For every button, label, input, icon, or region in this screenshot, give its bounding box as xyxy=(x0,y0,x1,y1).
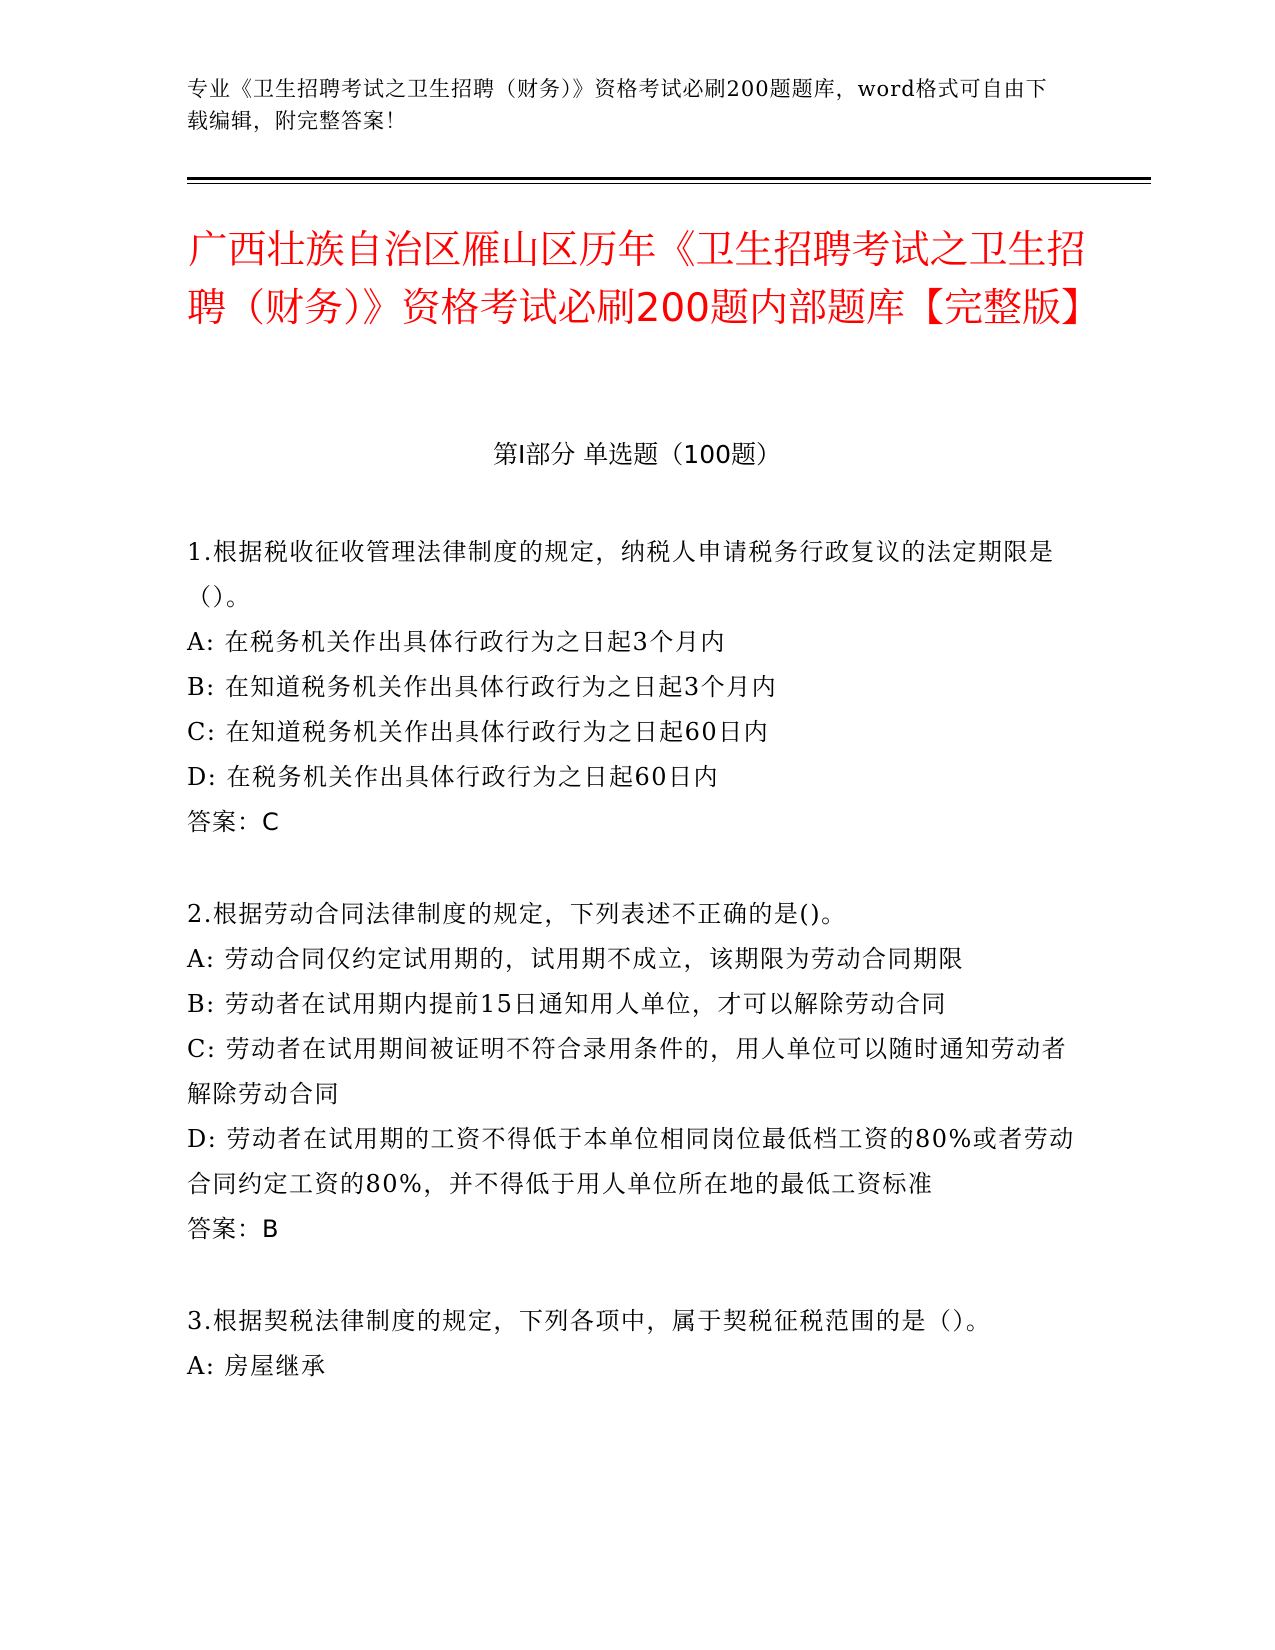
question-stem: 2.根据劳动合同法律制度的规定，下列表述不正确的是()。 xyxy=(187,900,847,928)
section-title: 第Ⅰ部分 单选题（100题） xyxy=(492,440,782,469)
option-d: D: 在税务机关作出具体行政行为之日起60日内 xyxy=(187,763,719,791)
question-stem: 3.根据契税法律制度的规定，下列各项中，属于契税征税范围的是（）。 xyxy=(187,1307,992,1335)
question-stem: 1.根据税收征收管理法律制度的规定，纳税人申请税务行政复议的法定期限是（）。 xyxy=(187,538,1055,611)
option-c: C: 在知道税务机关作出具体行政行为之日起60日内 xyxy=(187,718,770,746)
header-rule-thin xyxy=(187,183,1151,184)
question-list xyxy=(187,530,1087,1436)
option-c: C: 劳动者在试用期间被证明不符合录用条件的，用人单位可以随时通知劳动者解除劳动合同 xyxy=(187,1035,1068,1108)
question-2 xyxy=(187,892,1087,1252)
document-title: 广西壮族自治区雁山区历年《卫生招聘考试之卫生招聘（财务）》资格考试必刷200题内部题库【完整版】 xyxy=(187,228,1100,331)
question-1 xyxy=(187,530,1087,845)
header-rule-thick xyxy=(187,177,1151,180)
header-note: 专业《卫生招聘考试之卫生招聘（财务）》资格考试必刷200题题库，word格式可自由下载编辑，附完整答案！ xyxy=(187,77,1048,133)
question-3 xyxy=(187,1299,1087,1389)
option-a: A: 在税务机关作出具体行政行为之日起3个月内 xyxy=(187,628,726,656)
answer: 答案：B xyxy=(187,1215,280,1243)
option-d: D: 劳动者在试用期的工资不得低于本单位相同岗位最低档工资的80%或者劳动合同约定工资的80%，并不得低于用人单位所在地的最低工资标准 xyxy=(187,1125,1075,1198)
option-b: B: 在知道税务机关作出具体行政行为之日起3个月内 xyxy=(187,673,778,701)
option-a: A: 劳动合同仅约定试用期的，试用期不成立，该期限为劳动合同期限 xyxy=(187,945,965,973)
answer: 答案：C xyxy=(187,808,280,836)
option-a: A: 房屋继承 xyxy=(187,1352,327,1380)
option-b: B: 劳动者在试用期内提前15日通知用人单位，才可以解除劳动合同 xyxy=(187,990,947,1018)
